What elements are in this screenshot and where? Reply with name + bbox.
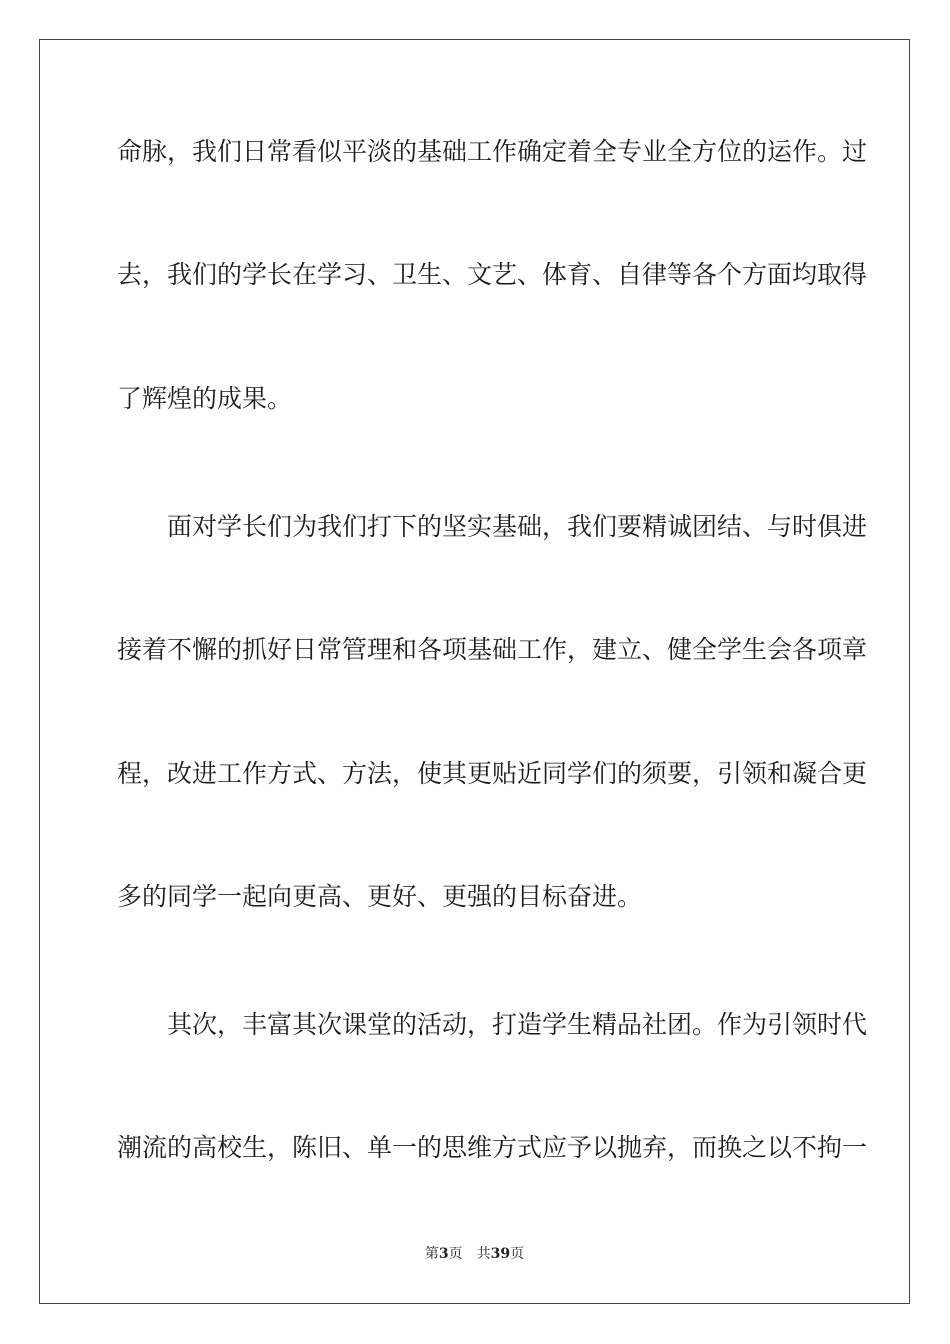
body-line-1: 命脉，我们日常看似平淡的基础工作确定着全专业全方位的运作。过 [117,137,868,166]
body-line-2: 去，我们的学长在学习、卫生、文艺、体育、自律等各个方面均取得 [117,260,868,289]
body-line-3: 了辉煌的成果。 [117,384,293,413]
total-pages: 39 [490,1246,511,1262]
body-line-5: 接着不懈的抓好日常管理和各项基础工作，建立、健全学生会各项章 [117,635,868,664]
page-suffix: 页 [448,1246,463,1262]
page-prefix: 第 [424,1246,439,1262]
page-number: 3 [438,1246,449,1262]
document-page [39,39,910,1304]
body-line-4: 面对学长们为我们打下的坚实基础，我们要精诚团结、与时俱进 [167,512,868,541]
body-line-6: 程，改进工作方式、方法，使其更贴近同学们的须要，引领和凝合更 [117,759,868,788]
body-line-7: 多的同学一起向更高、更好、更强的目标奋进。 [117,882,643,911]
body-line-9: 潮流的高校生，陈旧、单一的思维方式应予以抛弃，而换之以不拘一 [117,1133,868,1162]
total-suffix: 页 [510,1246,525,1262]
body-line-8: 其次，丰富其次课堂的活动，打造学生精品社团。作为引领时代 [167,1010,868,1039]
total-prefix: 共 [476,1246,491,1262]
page-footer [40,1243,909,1263]
